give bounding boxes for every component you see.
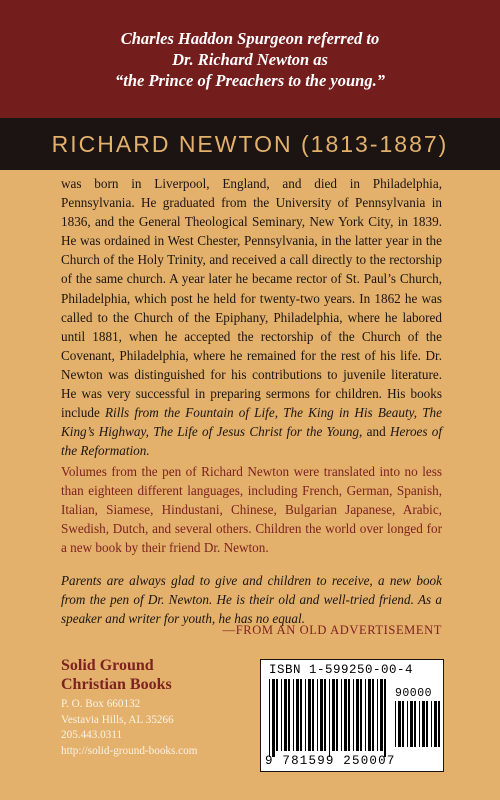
barcode-bar: [288, 679, 290, 751]
author-heading-band: [0, 118, 500, 170]
barcode-bar: [272, 679, 275, 757]
book-title-heroes: Heroes of the Reformation.: [61, 424, 443, 459]
ean-number-label: 9 781599 250007: [265, 754, 396, 768]
author-heading: RICHARD NEWTON (1813-1887): [51, 130, 449, 157]
advertisement-quote: Parents are always glad to give and children to receive, a new book from the pen of Dr. Newton. He is their old and well-tried friend. As a speaker and writer for youth, he has no equal.: [61, 573, 442, 626]
barcode-bar: [422, 701, 425, 747]
barcode-bar: [281, 679, 282, 751]
spurgeon-quote-line-1: Charles Haddon Spurgeon referred to: [120, 28, 380, 48]
spurgeon-quote-line-3: “the Prince of Preachers to the young.”: [115, 70, 385, 90]
barcode-bar: [353, 679, 354, 751]
barcode-bar: [332, 679, 335, 751]
barcode-bar: [395, 701, 396, 747]
barcode-bar: [426, 701, 428, 747]
book-title-life-of-jesus: The Life of Jesus Christ for the Young,: [153, 424, 363, 440]
barcode-bar: [365, 679, 366, 751]
barcode-bar: [284, 679, 287, 751]
spurgeon-quote-line-2: Dr. Richard Newton as: [172, 49, 328, 69]
barcode-bar: [324, 679, 326, 751]
barcode-bar: [312, 679, 314, 751]
barcode-bar: [348, 679, 350, 751]
barcode-bar: [402, 701, 404, 747]
barcode-bar: [414, 701, 416, 747]
barcode-bar: [308, 679, 311, 751]
spurgeon-quote-band: [0, 0, 500, 118]
price-addon-barcode-bars: [395, 701, 441, 753]
publisher-city: Vestavia Hills, AL 35266: [61, 713, 174, 726]
barcode-bar: [377, 679, 378, 751]
barcode-bar: [356, 679, 359, 751]
barcode-bar: [360, 679, 362, 751]
publisher-phone: 205.443.0311: [61, 729, 123, 741]
publisher-website: http://solid-ground-books.com: [61, 744, 198, 757]
barcode-bar: [407, 701, 408, 747]
isbn-barcode: [260, 659, 444, 772]
barcode-bar: [410, 701, 413, 747]
barcode-bar: [380, 679, 383, 751]
barcode-bar: [305, 679, 306, 751]
spurgeon-quote: [70, 28, 430, 91]
barcode-bar: [398, 701, 401, 747]
advertisement-attribution: —FROM AN OLD ADVERTISEMENT: [222, 623, 442, 637]
translations-paragraph: Volumes from the pen of Richard Newton were translated into no less than eighteen different languages, including French, German, Spanish, Italian, Siamese, Hindustani, Chinese, Bulgarian Japanese, Arabic, Swedish, Dutch, and several others. Children the world over longed for a new book by their friend Dr. Newton.: [61, 464, 442, 555]
barcode-bar: [368, 679, 371, 751]
publisher-block: [61, 656, 261, 759]
barcode-bar: [317, 679, 318, 751]
book-title-king-beauty: The King in His Beauty,: [283, 405, 418, 421]
publisher-po-box: P. O. Box 660132: [61, 698, 141, 710]
biography-paragraph: [61, 174, 442, 460]
barcode-bar: [372, 679, 374, 751]
ean-barcode-bars: [269, 679, 389, 757]
barcode-bar: [320, 679, 323, 751]
barcode-bar: [438, 701, 440, 747]
biography-conjunction: and: [366, 424, 386, 440]
barcode-bar: [329, 679, 330, 757]
biography-text: was born in Liverpool, England, and died in Philadelphia, Pennsylvania. He graduated from the University of Pennsylvania in 1836, and the General Theological Seminary, New York City, in 1839. He was ordained in West Chester, Pennsylvania, in the latter year in the Church of the Holy Trinity, and received a call directly to the rectorship of the same church. A year later he became rector of St. Paul’s Church, Philadelphia, which post he held for twenty-two years. In 1862 he was called to the Church of the Epiphany, Philadelphia, where he labored until 1881, when he accepted the rectorship of the Church of the Covenant, Philadelphia, where he remained for the rest of his life. Dr. Newton was distinguished for his contributions to juvenile literature. He was very successful in preparing sermons for children. His books include: [61, 176, 442, 421]
barcode-bar: [293, 679, 294, 751]
barcode-bar: [344, 679, 347, 751]
isbn-label: ISBN 1-599250-00-4: [269, 663, 414, 677]
barcode-bar: [431, 701, 432, 747]
publisher-name-line-1: Solid Ground: [61, 657, 154, 674]
barcode-bar: [276, 679, 278, 751]
barcode-bar: [269, 679, 270, 757]
barcode-bar: [384, 679, 386, 757]
barcode-bar: [296, 679, 299, 751]
barcode-bar: [434, 701, 437, 747]
barcode-bar: [300, 679, 302, 751]
book-title-kings-highway: The King’s Highway,: [61, 405, 442, 440]
publisher-name-line-2: Christian Books: [61, 676, 172, 693]
book-title-rills: Rills from the Fountain of Life,: [105, 405, 278, 421]
barcode-bar: [341, 679, 342, 751]
price-code-label: 90000: [395, 687, 433, 700]
barcode-bar: [336, 679, 338, 751]
barcode-bar: [419, 701, 420, 747]
